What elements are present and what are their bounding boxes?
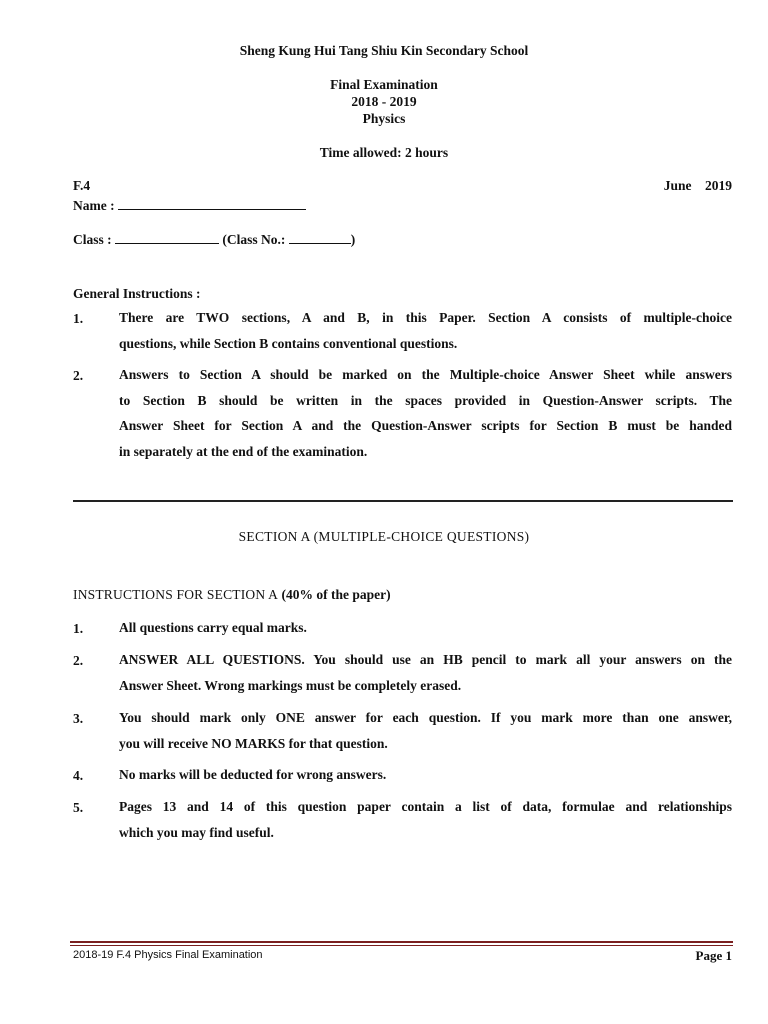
text-line: There are TWO sections, A and B, in this Paper. Section A consists of multiple-choice — [119, 310, 732, 325]
text-line: Answers to Section A should be marked on the Multiple-choice Answer Sheet while answers — [119, 367, 732, 382]
text-line: questions, while Section B contains conventional questions. — [119, 335, 458, 351]
general-item — [119, 305, 732, 356]
name-field[interactable] — [73, 196, 306, 214]
text-line: ANSWER ALL QUESTIONS. You should use an HB pencil to mark all your answers on the — [119, 652, 732, 667]
section-divider — [73, 500, 733, 502]
section-a-item — [119, 705, 732, 756]
text-line: Answer Sheet for Section A and the Question-Answer scripts for Section B must be handed — [119, 418, 732, 433]
general-instructions-heading: General Instructions : — [73, 286, 201, 301]
section-a-item — [119, 615, 732, 641]
text-line: to Section B should be written in the spaces provided in Question-Answer scripts. The — [119, 392, 732, 408]
exam-year: 2018 - 2019 — [351, 94, 417, 109]
section-a-instructions-heading — [73, 587, 391, 603]
text-line: No marks will be deducted for wrong answers. — [119, 767, 387, 782]
text-line: You should mark only ONE answer for each question. If you mark more than one answer, — [119, 710, 732, 725]
section-a-item — [119, 762, 732, 788]
form-label: F.4 — [73, 178, 91, 193]
name-blank[interactable] — [118, 196, 306, 210]
section-a-item — [119, 647, 732, 698]
text-line: All questions carry equal marks. — [119, 620, 307, 635]
exam-date: June 2019 — [663, 178, 732, 193]
instructions-heading-text: INSTRUCTIONS FOR SECTION A — [73, 587, 279, 602]
exam-subject: Physics — [362, 111, 406, 126]
section-a-item-number: 1. — [73, 621, 84, 636]
name-label: Name : — [73, 198, 115, 213]
footer-title: 2018-19 F.4 Physics Final Examination — [73, 949, 263, 961]
time-allowed: Time allowed: 2 hours — [319, 145, 449, 160]
class-no-close: ) — [350, 232, 356, 247]
text-line: in separately at the end of the examination. — [119, 443, 368, 459]
class-label: Class : — [73, 232, 112, 247]
section-a-item-number: 2. — [73, 653, 84, 668]
general-item-number: 2. — [73, 368, 84, 383]
general-item-number: 1. — [73, 311, 84, 326]
page-number: Page 1 — [695, 948, 732, 963]
text-line: Pages 13 and 14 of this question paper contain a list of data, formulae and relationships — [119, 799, 732, 814]
section-a-item-number: 3. — [73, 711, 84, 726]
class-no-label: (Class No.: — [222, 232, 286, 247]
class-no-blank[interactable] — [289, 230, 351, 244]
class-blank[interactable] — [115, 230, 219, 244]
text-line: which you may find useful. — [119, 824, 274, 840]
text-line: you will receive NO MARKS for that question. — [119, 735, 388, 751]
exam-title: Final Examination — [330, 77, 438, 92]
footer-rule-thin — [70, 945, 733, 946]
general-item — [119, 362, 732, 464]
section-a-item-number: 5. — [73, 800, 84, 815]
footer-rule — [70, 941, 733, 943]
instructions-weight-note: (40% of the paper) — [281, 587, 391, 602]
class-field[interactable] — [73, 230, 355, 248]
section-a-item-number: 4. — [73, 768, 84, 783]
school-name: Sheng Kung Hui Tang Shiu Kin Secondary School — [239, 43, 529, 58]
text-line: Answer Sheet. Wrong markings must be completely erased. — [119, 677, 462, 693]
section-a-item — [119, 794, 732, 845]
section-a-title: SECTION A (MULTIPLE-CHOICE QUESTIONS) — [238, 529, 530, 544]
